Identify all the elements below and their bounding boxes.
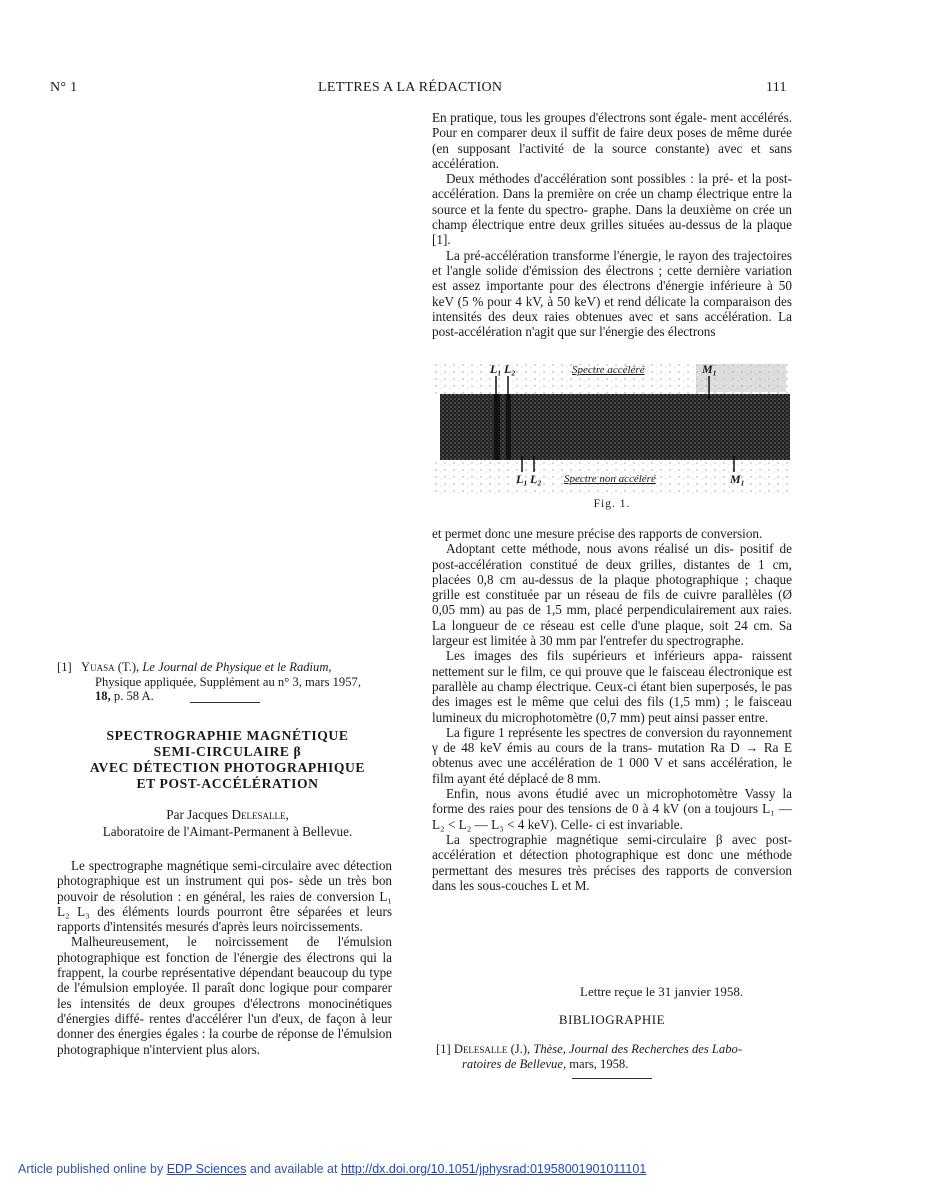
right-paragraph-6: Les images des fils supérieurs et inférieurs appa- raissent nettement sur le film, ce qui prouve que le faisceau électronique est parallèle au champ électrique. Ceux-ci étant bien superposés, le pas des images est le même que celui des fils (1,5 mm) ; le faisceau lumineux du microphotomètre (0,7 mm) peut ainsi passer entre. xyxy=(432,648,793,725)
dark-film-band xyxy=(440,394,790,460)
right-paragraph-1: En pratique, tous les groupes d'électrons sont égale- ment accélérés. Pour en comparer deux il suffit de faire deux poses de même durée (en supposant l'activité de la source constante) avec et sans accélération. xyxy=(432,110,793,171)
fig-label-top-M1: M₁ xyxy=(702,362,717,376)
fig-label-top-L2: L₂ xyxy=(504,362,516,376)
byline xyxy=(60,806,395,840)
right-paragraph-2: Deux méthodes d'accélération sont possibles : la pré- et la post-accélération. Dans la première on crée un champ électrique entre la source et la fente du spectro- graphe. Dans la deuxième on crée un champ électrique entre deux grilles situées au-dessus de la plaque [1]. xyxy=(432,171,793,248)
right-paragraph-8: Enfin, nous avons étudié avec un microphotomètre Vassy la forme des raies pour des tensions de 0 à 4 kV (on a toujours L₁ — L₂ < L₂ — L₃ < 4 keV). Celle- ci est invariable. xyxy=(432,786,793,832)
biblio-work2: ratoires de Bellevue, xyxy=(462,1056,567,1071)
doi-link[interactable]: http://dx.doi.org/10.1051/jphysrad:01958001901011101 xyxy=(340,1162,647,1176)
title-line-2: SEMI-CIRCULAIRE β xyxy=(153,744,302,759)
right-body-bottom xyxy=(432,526,792,893)
figure-caption: Fig. 1. xyxy=(593,498,631,510)
bibliography-heading: BIBLIOGRAPHIE xyxy=(558,1012,666,1027)
title-line-3: AVEC DÉTECTION PHOTOGRAPHIQUE xyxy=(89,760,366,775)
title-line-4: ET POST-ACCÉLÉRATION xyxy=(136,776,319,791)
ref-volume: 18, xyxy=(95,689,111,703)
left-paragraph-1: Le spectrographe magnétique semi-circulaire avec détection photographique est un instrument qui pos- sède un très bon pouvoir de résolution : en général, les raies de conversion L₁ L₂ L₃ des éléments lourds pourront être séparées et leurs rapports d'intensités mesurés d'après leurs noircissements. xyxy=(57,858,393,935)
biblio-tag: [1] xyxy=(436,1042,451,1056)
footer-middle: and available at xyxy=(249,1162,338,1176)
bibliography-entry xyxy=(436,1042,792,1071)
running-header-title: LETTRES A LA RÉDACTION xyxy=(318,80,503,95)
fig-label-bottom-spectrum: Spectre non accéléré xyxy=(564,473,656,485)
fig-label-top-spectrum: Spectre accéléré xyxy=(572,364,645,376)
right-paragraph-7: La figure 1 représente les spectres de conversion du rayonnement γ de 48 keV émis au cours de la trans- mutation Ra D → Ra E obtenus avec une accélération de 1 000 V et sans accélération, le film ayant été déplacé de 8 mm. xyxy=(432,724,792,786)
right-paragraph-9: La spectrographie magnétique semi-circulaire β avec post-accélération et détection photographique est donc une méthode permettant des mesures très précises des rapports de conversion dans les sous-couches L et M. xyxy=(432,831,793,893)
page-number: 111 xyxy=(766,80,787,95)
ref-journal: Le Journal de Physique et le Radium, xyxy=(142,660,332,674)
footer-bar xyxy=(18,1162,918,1176)
right-body-top xyxy=(432,110,792,339)
fig-label-bottom-M1: M₁ xyxy=(730,472,745,486)
title-line-1: SPECTROGRAPHIE MAGNÉTIQUE xyxy=(106,728,349,743)
author-affiliation: Laboratoire de l'Aimant-Permanent à Bellevue. xyxy=(102,824,353,839)
biblio-rule xyxy=(572,1078,652,1079)
figure-1 xyxy=(434,362,790,494)
ref-rule xyxy=(190,702,260,703)
footer-prefix: Article published online by xyxy=(18,1162,164,1176)
left-paragraph-2: Malheureusement, le noircissement de l'émulsion photographique est fonction de l'énergie des électrons qui la frappent, la courbe représentative dépendant beaucoup du type de l'émulsion employée. Il paraît donc logique pour comparer les intensités de deux groupes d'électrons monocinétiques d'énergies diffé- rentes d'accélérer l'un d'eux, de façon à leur donner des énergies égales : la courbe de réponse de l'émulsion photographique n'intervient plus alors. xyxy=(57,934,393,1057)
fig-label-bottom-L2: L₂ xyxy=(530,472,542,486)
ref-author: Yuasa (T.), xyxy=(81,660,140,674)
ref-rest1: Physique appliquée, Supplément au n° 3, mars 1957, xyxy=(95,674,361,689)
right-paragraph-4: et permet donc une mesure précise des rapports de conversion. xyxy=(432,526,763,541)
publisher-link[interactable]: EDP Sciences xyxy=(166,1162,247,1176)
article-title xyxy=(60,728,395,792)
biblio-date: mars, 1958. xyxy=(569,1056,629,1071)
ref-rest2: p. 58 A. xyxy=(113,689,154,703)
running-header-left: N° 1 xyxy=(50,80,78,95)
fig-label-bottom-L1: L₁ xyxy=(516,472,528,486)
biblio-work: Thèse, Journal des Recherches des Labo- xyxy=(533,1042,743,1056)
right-paragraph-3: La pré-accélération transforme l'énergie, le rayon des trajectoires et l'angle solide d'émission des électrons ; cette dernière variation est assez importante pour des électrons d'énergie inférieure à 50 keV (5 % pour 4 kV, à 50 keV) et rend délicate la comparaison des intensités des deux raies obtenues avec et sans accélération. La post-accélération n'agit que sur l'énergie des électrons xyxy=(432,247,793,340)
biblio-author: Delesalle (J.), xyxy=(453,1042,531,1056)
right-paragraph-5: Adoptant cette méthode, nous avons réalisé un dis- positif de post-accélération constitué de deux grilles, distantes de 1 cm, placées 0,8 cm au-dessus de la plaque photographique ; chaque grille est constituée par un réseau de fils de cuivre parallèles (Ø 0,05 mm) au pas de 1,5 mm, placé perpendiculairement aux raies. La longueur de ce réseau est celle d'une plaque, soit 24 cm. Sa largeur est limitée à 30 mm par l'entrefer du spectrographe. xyxy=(432,541,793,649)
fig-label-top-L1: L₁ xyxy=(490,362,502,376)
left-body xyxy=(57,858,392,1057)
author-name: Delesalle, xyxy=(231,807,289,822)
ref-tag: [1] xyxy=(57,660,72,674)
received-date: Lettre reçue le 31 janvier 1958. xyxy=(580,984,744,999)
left-footnote-reference xyxy=(57,660,392,704)
byline-prefix: Par Jacques xyxy=(166,807,229,822)
